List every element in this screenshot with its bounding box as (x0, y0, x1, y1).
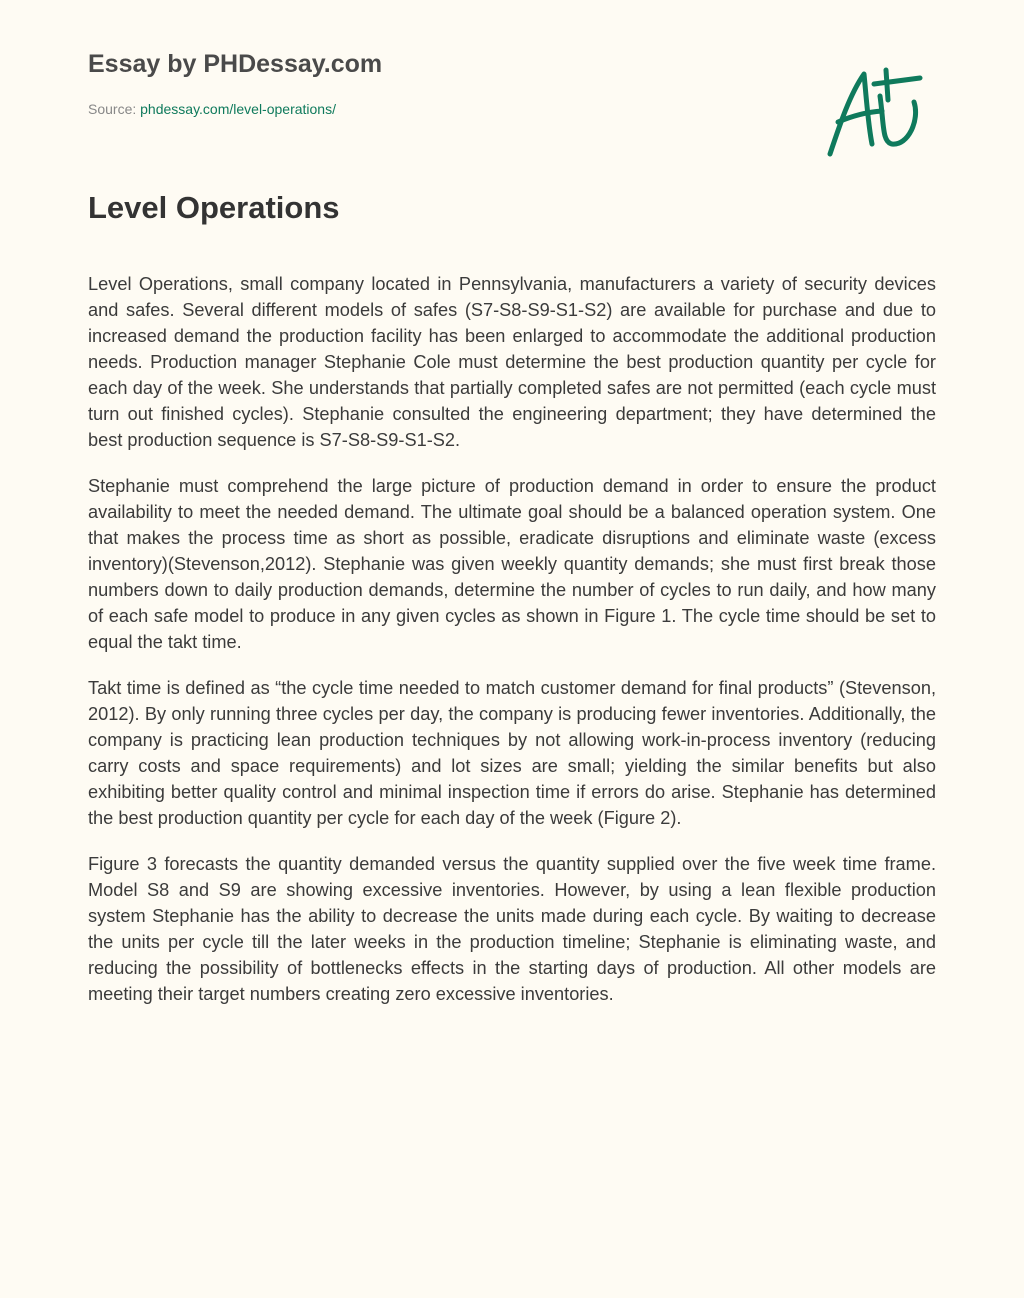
a-plus-logo-icon (822, 64, 928, 160)
site-title: Essay by PHDessay.com (88, 50, 383, 78)
paragraph: Level Operations, small company located in Pennsylvania, manufacturers a variety of security devices and safes. Several different models of safes (S7-S8-S9-S1-S2) are available for purchase and due to increased demand the production facility has been enlarged to accommodate the additional production needs. Production manager Stephanie Cole must determine the best production quantity per cycle for each day of the week. She understands that partially completed safes are not permitted (each cycle must turn out finished cycles). Stephanie consulted the engineering department; they have determined the best production sequence is S7-S8-S9-S1-S2. (88, 274, 936, 450)
page-title: Level Operations (88, 190, 340, 225)
paragraph: Stephanie must comprehend the large picture of production demand in order to ensure the product availability to meet the needed demand. The ultimate goal should be a balanced operation system. One that makes the process time as short as possible, eradicate disruptions and eliminate waste (excess inventory)(Stevenson,2012). Stephanie was given weekly quantity demands; she must first break those numbers down to daily production demands, determine the number of cycles to run daily, and how many of each safe model to produce in any given cycles as shown in Figure 1. The cycle time should be set to equal the takt time. (88, 476, 936, 652)
source-link[interactable]: phdessay.com/level-operations/ (140, 101, 336, 117)
source-label: Source: (88, 101, 137, 117)
paragraph: Figure 3 forecasts the quantity demanded versus the quantity supplied over the five week time frame. Model S8 and S9 are showing excessive inventories. However, by using a lean flexible production system Stephanie has the ability to decrease the units made during each cycle. By waiting to decrease the units per cycle till the later weeks in the production timeline; Stephanie is eliminating waste, and reducing the possibility of bottlenecks effects in the starting days of production. All other models are meeting their target numbers creating zero excessive inventories. (88, 854, 936, 1004)
essay-body (88, 271, 936, 1027)
source-line (88, 101, 336, 117)
paragraph: Takt time is defined as “the cycle time needed to match customer demand for final products” (Stevenson, 2012). By only running three cycles per day, the company is producing fewer inventories. Additionally, the company is practicing lean production techniques by not allowing work-in-process inventory (reducing carry costs and space requirements) and lot sizes are small; yielding the similar benefits but also exhibiting better quality control and minimal inspection time if errors do arise. Stephanie has determined the best production quantity per cycle for each day of the week (Figure 2). (88, 678, 936, 828)
